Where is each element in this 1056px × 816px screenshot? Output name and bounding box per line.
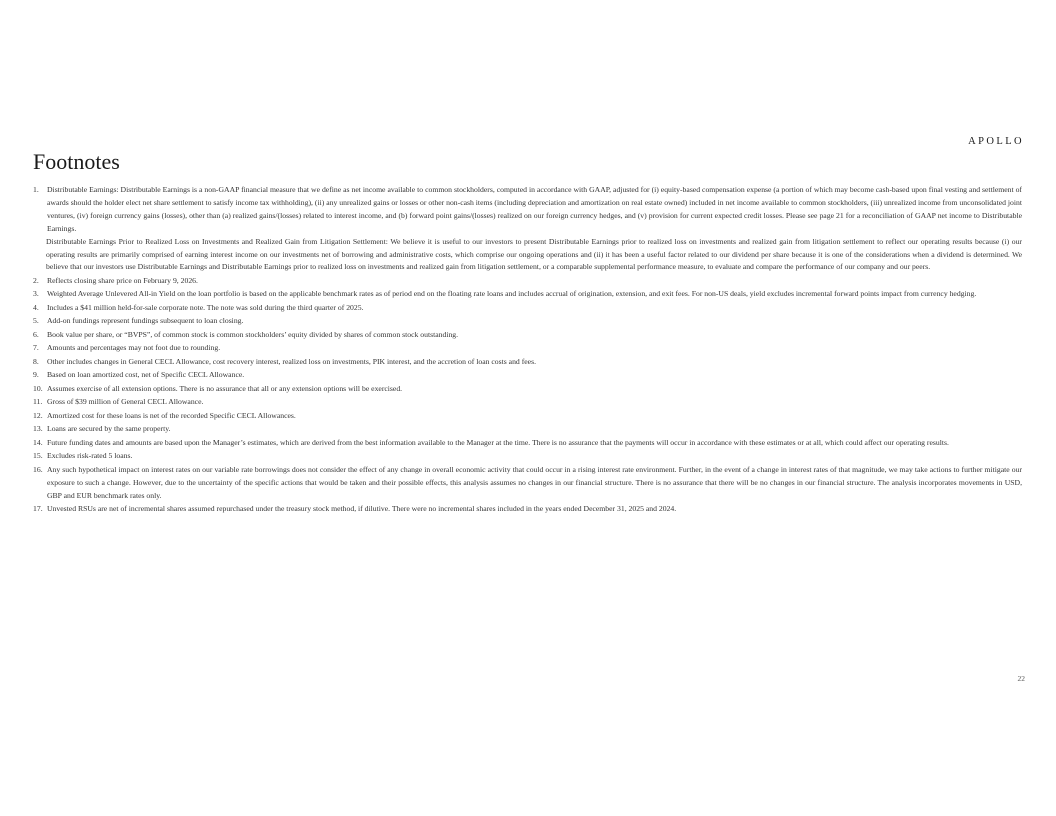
footnote-number: 17. bbox=[33, 504, 43, 514]
footnote-number: 13. bbox=[33, 424, 43, 434]
footnote-item bbox=[33, 275, 1022, 288]
footnote-item bbox=[33, 184, 1022, 274]
footnote-number: 10. bbox=[33, 383, 43, 393]
footnote-number: 9. bbox=[33, 370, 39, 380]
footnote-text: Any such hypothetical impact on interest rates on our variable rate borrowings does not consider the effect of any change in overall economic activity that could occur in a rising interest rate environment. Further, in the event of a change in interest rates of that magnitude, we may take actions to further mitigate our exposure to such a change. However, due to the uncertainty of the specific actions that would be taken and their possible effects, this analysis assumes no changes in our financial structure. There is no assurance that there will be no changes in our financial structure. The analysis incorporates movements in USD, GBP and EUR benchmark rates only. bbox=[47, 464, 1022, 500]
footnote-item bbox=[33, 450, 1022, 463]
footnote-item bbox=[33, 410, 1022, 423]
footnote-text: Other includes changes in General CECL Allowance, cost recovery interest, realized loss on investments, PIK interest, and the accretion of loan costs and fees. bbox=[47, 356, 536, 366]
footnote-text: Reflects closing share price on February 9, 2026. bbox=[47, 275, 198, 285]
footnote-item bbox=[33, 437, 1022, 450]
footnote-text: Amounts and percentages may not foot due to rounding. bbox=[47, 343, 221, 353]
footnote-item bbox=[33, 356, 1022, 369]
footnote-item bbox=[33, 315, 1022, 328]
footnote-item bbox=[33, 342, 1022, 355]
footnote-item bbox=[33, 288, 1022, 301]
footnote-text: Based on loan amortized cost, net of Specific CECL Allowance. bbox=[47, 370, 245, 380]
footnote-text: Amortized cost for these loans is net of the recorded Specific CECL Allowances. bbox=[47, 410, 296, 420]
footnote-text: Weighted Average Unlevered All-in Yield on the loan portfolio is based on the applicable benchmark rates as of period end on the floating rate loans and includes accrual of origination, extension, and exit fees. For non-US deals, yield excludes incremental forward points impact from currency hedging. bbox=[47, 289, 977, 299]
footnote-text: Distributable Earnings: Distributable Earnings is a non-GAAP financial measure that we define as net income available to common stockholders, computed in accordance with GAAP, adjusted for (i) equity-based compensation expense (a portion of which may become cash-based upon final vesting and settlement of awards should the holder elect net share settlement to satisfy income tax withholding), (ii) any unrealized gains or losses or other non-cash items (including depreciation and amortization on real estate owned) included in net income available to common stockholders, (iii) unrealized income from unconsolidated joint ventures, (iv) foreign currency gains (losses), other than (a) realized gains/(losses) related to interest income, and (b) forward point gains/(losses) realized on our foreign currency hedges, and (v) provision for current expected credit losses. Please see page 21 for a reconciliation of GAAP net income to Distributable Earnings. bbox=[47, 185, 1022, 233]
footnote-item bbox=[33, 423, 1022, 436]
footnote-continuation-text: Distributable Earnings Prior to Realized Loss on Investments and Realized Gain from Litigation Settlement: We believe it is useful to our investors to present Distributable Earnings prior to realized loss on investments and realized gain from litigation settlement to reflect our operating results because (i) our operating results are primarily comprised of earning interest income on our investments net of borrowing and administrative costs, which comprise our ongoing operations and (ii) it has been a useful factor related to our dividend per share because it is one of the considerations when a dividend is determined. We believe that our investors use Distributable Earnings and Distributable Earnings prior to realized loss on investments and realized gain from litigation settlement, or a comparable supplemental performance measure, to evaluate and compare the performance of our company and our peers. bbox=[46, 236, 1022, 272]
footnote-number: 6. bbox=[33, 329, 39, 339]
page-number: 22 bbox=[1017, 674, 1025, 683]
footnote-number: 4. bbox=[33, 302, 39, 312]
footnote-number: 3. bbox=[33, 289, 39, 299]
footnote-item bbox=[33, 503, 1022, 516]
footnote-item bbox=[33, 369, 1022, 382]
footnote-number: 16. bbox=[33, 464, 43, 474]
footnote-item bbox=[33, 383, 1022, 396]
footnote-number: 15. bbox=[33, 451, 43, 461]
footnote-number: 8. bbox=[33, 356, 39, 366]
footnote-text: Add-on fundings represent fundings subsequent to loan closing. bbox=[47, 316, 244, 326]
footnote-text: Excludes risk-rated 5 loans. bbox=[47, 451, 133, 461]
footnote-item bbox=[33, 302, 1022, 315]
footnote-text: Gross of $39 million of General CECL Allowance. bbox=[47, 397, 204, 407]
footnote-number: 12. bbox=[33, 410, 43, 420]
footnote-text: Includes a $41 million held-for-sale corporate note. The note was sold during the third quarter of 2025. bbox=[47, 302, 364, 312]
footnote-item bbox=[33, 396, 1022, 409]
footnote-number: 1. bbox=[33, 185, 39, 194]
footnote-item bbox=[33, 329, 1022, 342]
footnotes-list bbox=[33, 184, 1022, 517]
brand-logo-text: APOLLO bbox=[968, 136, 1024, 147]
footnote-item bbox=[33, 464, 1022, 503]
footnote-number: 5. bbox=[33, 316, 39, 326]
footnote-number: 11. bbox=[33, 397, 43, 407]
footnote-text: Book value per share, or “BVPS”, of common stock is common stockholders’ equity divided by shares of common stock outstanding. bbox=[47, 329, 459, 339]
footnote-text: Assumes exercise of all extension options. There is no assurance that all or any extension options will be exercised. bbox=[47, 383, 403, 393]
footnote-number: 2. bbox=[33, 275, 39, 285]
page-title: Footnotes bbox=[33, 149, 120, 174]
footnote-number: 14. bbox=[33, 437, 43, 447]
footnote-text: Future funding dates and amounts are based upon the Manager’s estimates, which are derived from the best information available to the Manager at the time. There is no assurance that the payments will occur in accordance with these estimates or at all, which could affect our operating results. bbox=[47, 437, 949, 447]
footnote-number: 7. bbox=[33, 343, 39, 353]
footnote-text: Unvested RSUs are net of incremental shares assumed repurchased under the treasury stock method, if dilutive. There were no incremental shares included in the years ended December 31, 2025 and 2024. bbox=[47, 504, 677, 514]
footnote-text: Loans are secured by the same property. bbox=[47, 424, 171, 434]
